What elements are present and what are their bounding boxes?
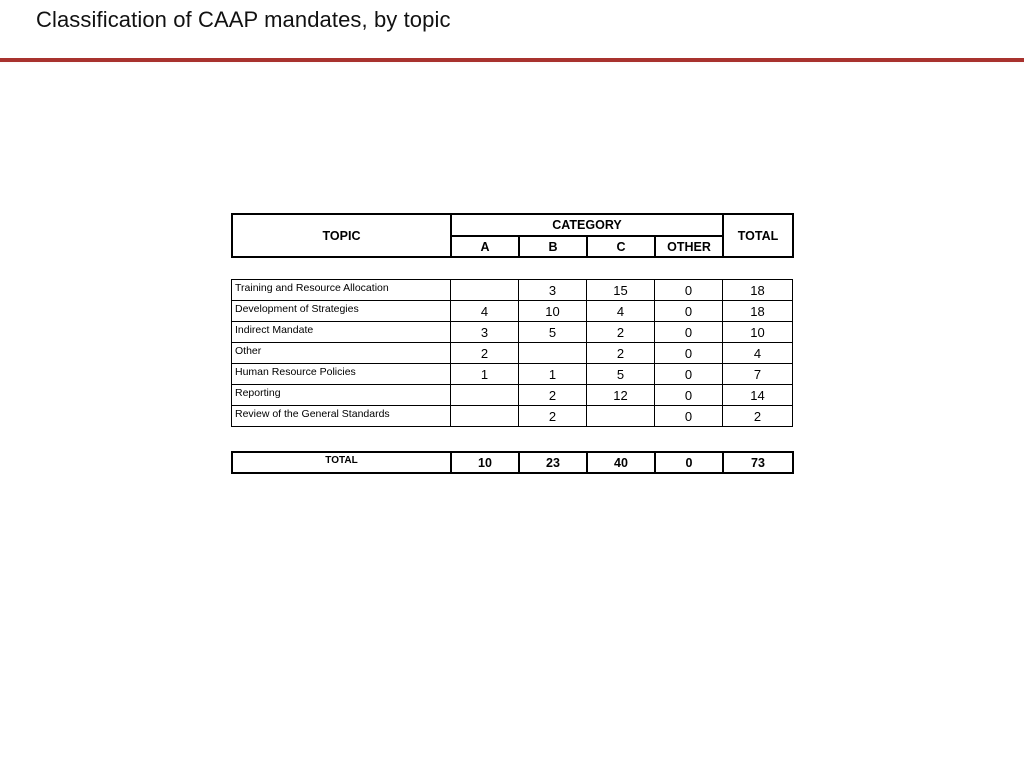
cell-b: 2 [519,406,587,427]
table-row [232,385,793,406]
total-b: 23 [519,452,587,473]
table-row [232,343,793,364]
topic-cell: Other [232,343,451,364]
cell-b: 5 [519,322,587,343]
cell-a: 3 [451,322,519,343]
cell-total: 18 [723,280,793,301]
header-category: CATEGORY [451,214,723,236]
cell-other: 0 [655,301,723,322]
header-category-b: B [519,236,587,257]
cell-other: 0 [655,406,723,427]
cell-total: 14 [723,385,793,406]
table-body [231,279,793,427]
cell-b: 1 [519,364,587,385]
header-category-a: A [451,236,519,257]
topic-cell: Development of Strategies [232,301,451,322]
topic-cell: Indirect Mandate [232,322,451,343]
topic-cell: Human Resource Policies [232,364,451,385]
cell-total: 4 [723,343,793,364]
cell-c: 4 [587,301,655,322]
total-a: 10 [451,452,519,473]
cell-total: 7 [723,364,793,385]
cell-b: 3 [519,280,587,301]
cell-c: 2 [587,322,655,343]
table-row [232,301,793,322]
cell-other: 0 [655,364,723,385]
table-row [232,406,793,427]
cell-b: 2 [519,385,587,406]
cell-a: 4 [451,301,519,322]
totals-label: TOTAL [232,452,451,473]
cell-b [519,343,587,364]
table-totals [231,451,794,474]
table-row [232,322,793,343]
totals-row [232,452,793,473]
cell-c: 5 [587,364,655,385]
header-topic: TOPIC [232,214,451,257]
cell-total: 2 [723,406,793,427]
cell-c [587,406,655,427]
cell-other: 0 [655,385,723,406]
cell-b: 10 [519,301,587,322]
slide-title: Classification of CAAP mandates, by topic [36,7,451,32]
total-c: 40 [587,452,655,473]
table-row [232,280,793,301]
grand-total: 73 [723,452,793,473]
header-total: TOTAL [723,214,793,257]
table-header [231,213,794,258]
cell-a [451,385,519,406]
cell-a [451,280,519,301]
cell-a [451,406,519,427]
header-category-c: C [587,236,655,257]
title-rule [0,58,1024,62]
cell-total: 10 [723,322,793,343]
cell-total: 18 [723,301,793,322]
topic-cell: Training and Resource Allocation [232,280,451,301]
table-row [232,364,793,385]
topic-cell: Review of the General Standards [232,406,451,427]
topic-cell: Reporting [232,385,451,406]
cell-c: 12 [587,385,655,406]
header-category-other: OTHER [655,236,723,257]
cell-other: 0 [655,280,723,301]
cell-c: 15 [587,280,655,301]
cell-c: 2 [587,343,655,364]
total-other: 0 [655,452,723,473]
cell-other: 0 [655,322,723,343]
cell-other: 0 [655,343,723,364]
cell-a: 1 [451,364,519,385]
cell-a: 2 [451,343,519,364]
